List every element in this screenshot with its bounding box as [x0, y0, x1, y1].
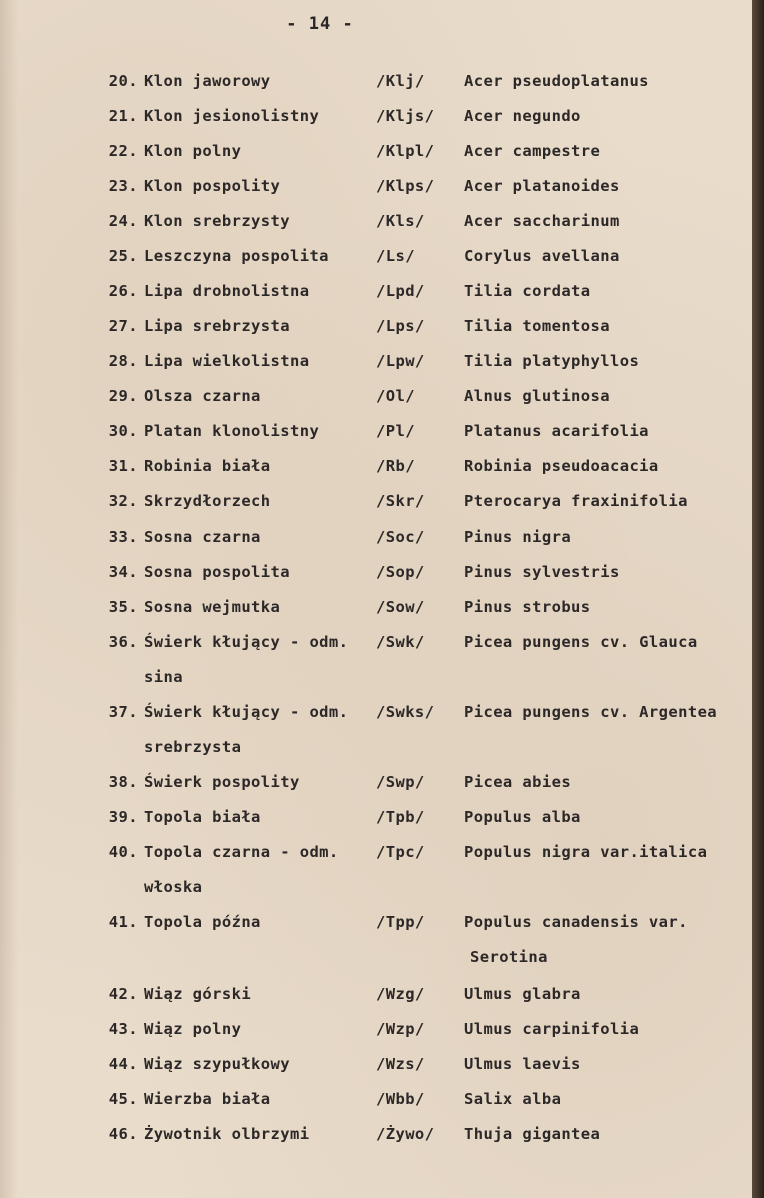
polish-name-continuation: srebrzysta: [144, 738, 242, 756]
entry-number: 41.: [108, 913, 138, 931]
latin-name: Tilia platyphyllos: [464, 352, 640, 370]
entry-number: 32.: [108, 492, 138, 510]
latin-name: Alnus glutinosa: [464, 387, 610, 405]
latin-name: Corylus avellana: [464, 247, 620, 265]
latin-name: Populus canadensis var.: [464, 913, 688, 931]
polish-name: Klon pospolity: [144, 177, 281, 195]
entry-number: 21.: [108, 107, 138, 125]
polish-name: Robinia biała: [144, 457, 271, 475]
abbreviation-code: /Swk/: [376, 633, 425, 651]
abbreviation-code: /Wzp/: [376, 1020, 425, 1038]
abbreviation-code: /Klps/: [376, 177, 435, 195]
abbreviation-code: /Ol/: [376, 387, 415, 405]
abbreviation-code: /Skr/: [376, 492, 425, 510]
abbreviation-code: /Wzs/: [376, 1055, 425, 1073]
abbreviation-code: /Rb/: [376, 457, 415, 475]
latin-name: Acer negundo: [464, 107, 581, 125]
latin-name: Pinus strobus: [464, 598, 591, 616]
polish-name: Klon jaworowy: [144, 72, 271, 90]
polish-name: Sosna czarna: [144, 528, 261, 546]
abbreviation-code: /Żywo/: [376, 1125, 435, 1143]
polish-name: Platan klonolistny: [144, 422, 320, 440]
entry-number: 20.: [108, 72, 138, 90]
entry-number: 35.: [108, 598, 138, 616]
abbreviation-code: /Wbb/: [376, 1090, 425, 1108]
abbreviation-code: /Soc/: [376, 528, 425, 546]
polish-name: Wierzba biała: [144, 1090, 271, 1108]
latin-name: Picea abies: [464, 773, 572, 791]
latin-name: Ulmus glabra: [464, 985, 581, 1003]
polish-name: Topola późna: [144, 913, 261, 931]
latin-name: Ulmus carpinifolia: [464, 1020, 640, 1038]
polish-name: Lipa srebrzysta: [144, 317, 290, 335]
entry-number: 43.: [108, 1020, 138, 1038]
latin-name: Pterocarya fraxinifolia: [464, 492, 688, 510]
abbreviation-code: /Pl/: [376, 422, 415, 440]
polish-name: Świerk pospolity: [144, 773, 300, 791]
latin-name: Tilia tomentosa: [464, 317, 610, 335]
abbreviation-code: /Sow/: [376, 598, 425, 616]
polish-name-continuation: sina: [144, 668, 183, 686]
abbreviation-code: /Klpl/: [376, 142, 435, 160]
entry-number: 44.: [108, 1055, 138, 1073]
latin-name: Thuja gigantea: [464, 1125, 601, 1143]
latin-name: Picea pungens cv. Argentea: [464, 703, 718, 721]
polish-name: Świerk kłujący - odm.: [144, 633, 349, 651]
page-number: - 14 -: [286, 14, 354, 34]
entry-number: 31.: [108, 457, 138, 475]
latin-name: Acer campestre: [464, 142, 601, 160]
abbreviation-code: /Lpw/: [376, 352, 425, 370]
latin-name: Tilia cordata: [464, 282, 591, 300]
entry-number: 24.: [108, 212, 138, 230]
latin-name: Populus alba: [464, 808, 581, 826]
abbreviation-code: /Tpc/: [376, 843, 425, 861]
page-edge: [752, 0, 764, 1198]
entry-number: 33.: [108, 528, 138, 546]
polish-name: Klon srebrzysty: [144, 212, 290, 230]
abbreviation-code: /Wzg/: [376, 985, 425, 1003]
entry-number: 34.: [108, 563, 138, 581]
abbreviation-code: /Tpb/: [376, 808, 425, 826]
latin-name: Acer platanoides: [464, 177, 620, 195]
entry-number: 27.: [108, 317, 138, 335]
abbreviation-code: /Kls/: [376, 212, 425, 230]
latin-name: Acer saccharinum: [464, 212, 620, 230]
abbreviation-code: /Tpp/: [376, 913, 425, 931]
abbreviation-code: /Sop/: [376, 563, 425, 581]
polish-name: Wiąz szypułkowy: [144, 1055, 290, 1073]
latin-name: Populus nigra var.italica: [464, 843, 708, 861]
entry-number: 45.: [108, 1090, 138, 1108]
entry-number: 26.: [108, 282, 138, 300]
latin-name: Ulmus laevis: [464, 1055, 581, 1073]
latin-name: Picea pungens cv. Glauca: [464, 633, 698, 651]
polish-name: Sosna pospolita: [144, 563, 290, 581]
latin-name: Acer pseudoplatanus: [464, 72, 649, 90]
entry-number: 42.: [108, 985, 138, 1003]
polish-name: Lipa wielkolistna: [144, 352, 310, 370]
polish-name: Topola czarna - odm.: [144, 843, 339, 861]
polish-name: Żywotnik olbrzymi: [144, 1125, 310, 1143]
abbreviation-code: /Lpd/: [376, 282, 425, 300]
entry-number: 28.: [108, 352, 138, 370]
entry-number: 25.: [108, 247, 138, 265]
abbreviation-code: /Lps/: [376, 317, 425, 335]
entry-number: 37.: [108, 703, 138, 721]
polish-name: Wiąz polny: [144, 1020, 242, 1038]
entry-number: 29.: [108, 387, 138, 405]
abbreviation-code: /Ls/: [376, 247, 415, 265]
entry-number: 30.: [108, 422, 138, 440]
polish-name: Leszczyna pospolita: [144, 247, 329, 265]
entry-number: 23.: [108, 177, 138, 195]
entry-number: 38.: [108, 773, 138, 791]
abbreviation-code: /Kljs/: [376, 107, 435, 125]
polish-name: Lipa drobnolistna: [144, 282, 310, 300]
polish-name: Wiąz górski: [144, 985, 252, 1003]
latin-name: Robinia pseudoacacia: [464, 457, 659, 475]
entry-number: 22.: [108, 142, 138, 160]
latin-name-continuation: Serotina: [470, 948, 548, 966]
polish-name: Olsza czarna: [144, 387, 261, 405]
polish-name: Topola biała: [144, 808, 261, 826]
polish-name: Klon jesionolistny: [144, 107, 320, 125]
latin-name: Salix alba: [464, 1090, 562, 1108]
entry-number: 46.: [108, 1125, 138, 1143]
entry-number: 40.: [108, 843, 138, 861]
abbreviation-code: /Klj/: [376, 72, 425, 90]
polish-name: Świerk kłujący - odm.: [144, 703, 349, 721]
polish-name: Skrzydłorzech: [144, 492, 271, 510]
latin-name: Pinus nigra: [464, 528, 572, 546]
abbreviation-code: /Swks/: [376, 703, 435, 721]
latin-name: Platanus acarifolia: [464, 422, 649, 440]
entry-number: 36.: [108, 633, 138, 651]
entry-number: 39.: [108, 808, 138, 826]
polish-name: Sosna wejmutka: [144, 598, 281, 616]
polish-name: Klon polny: [144, 142, 242, 160]
latin-name: Pinus sylvestris: [464, 563, 620, 581]
polish-name-continuation: włoska: [144, 878, 203, 896]
abbreviation-code: /Swp/: [376, 773, 425, 791]
